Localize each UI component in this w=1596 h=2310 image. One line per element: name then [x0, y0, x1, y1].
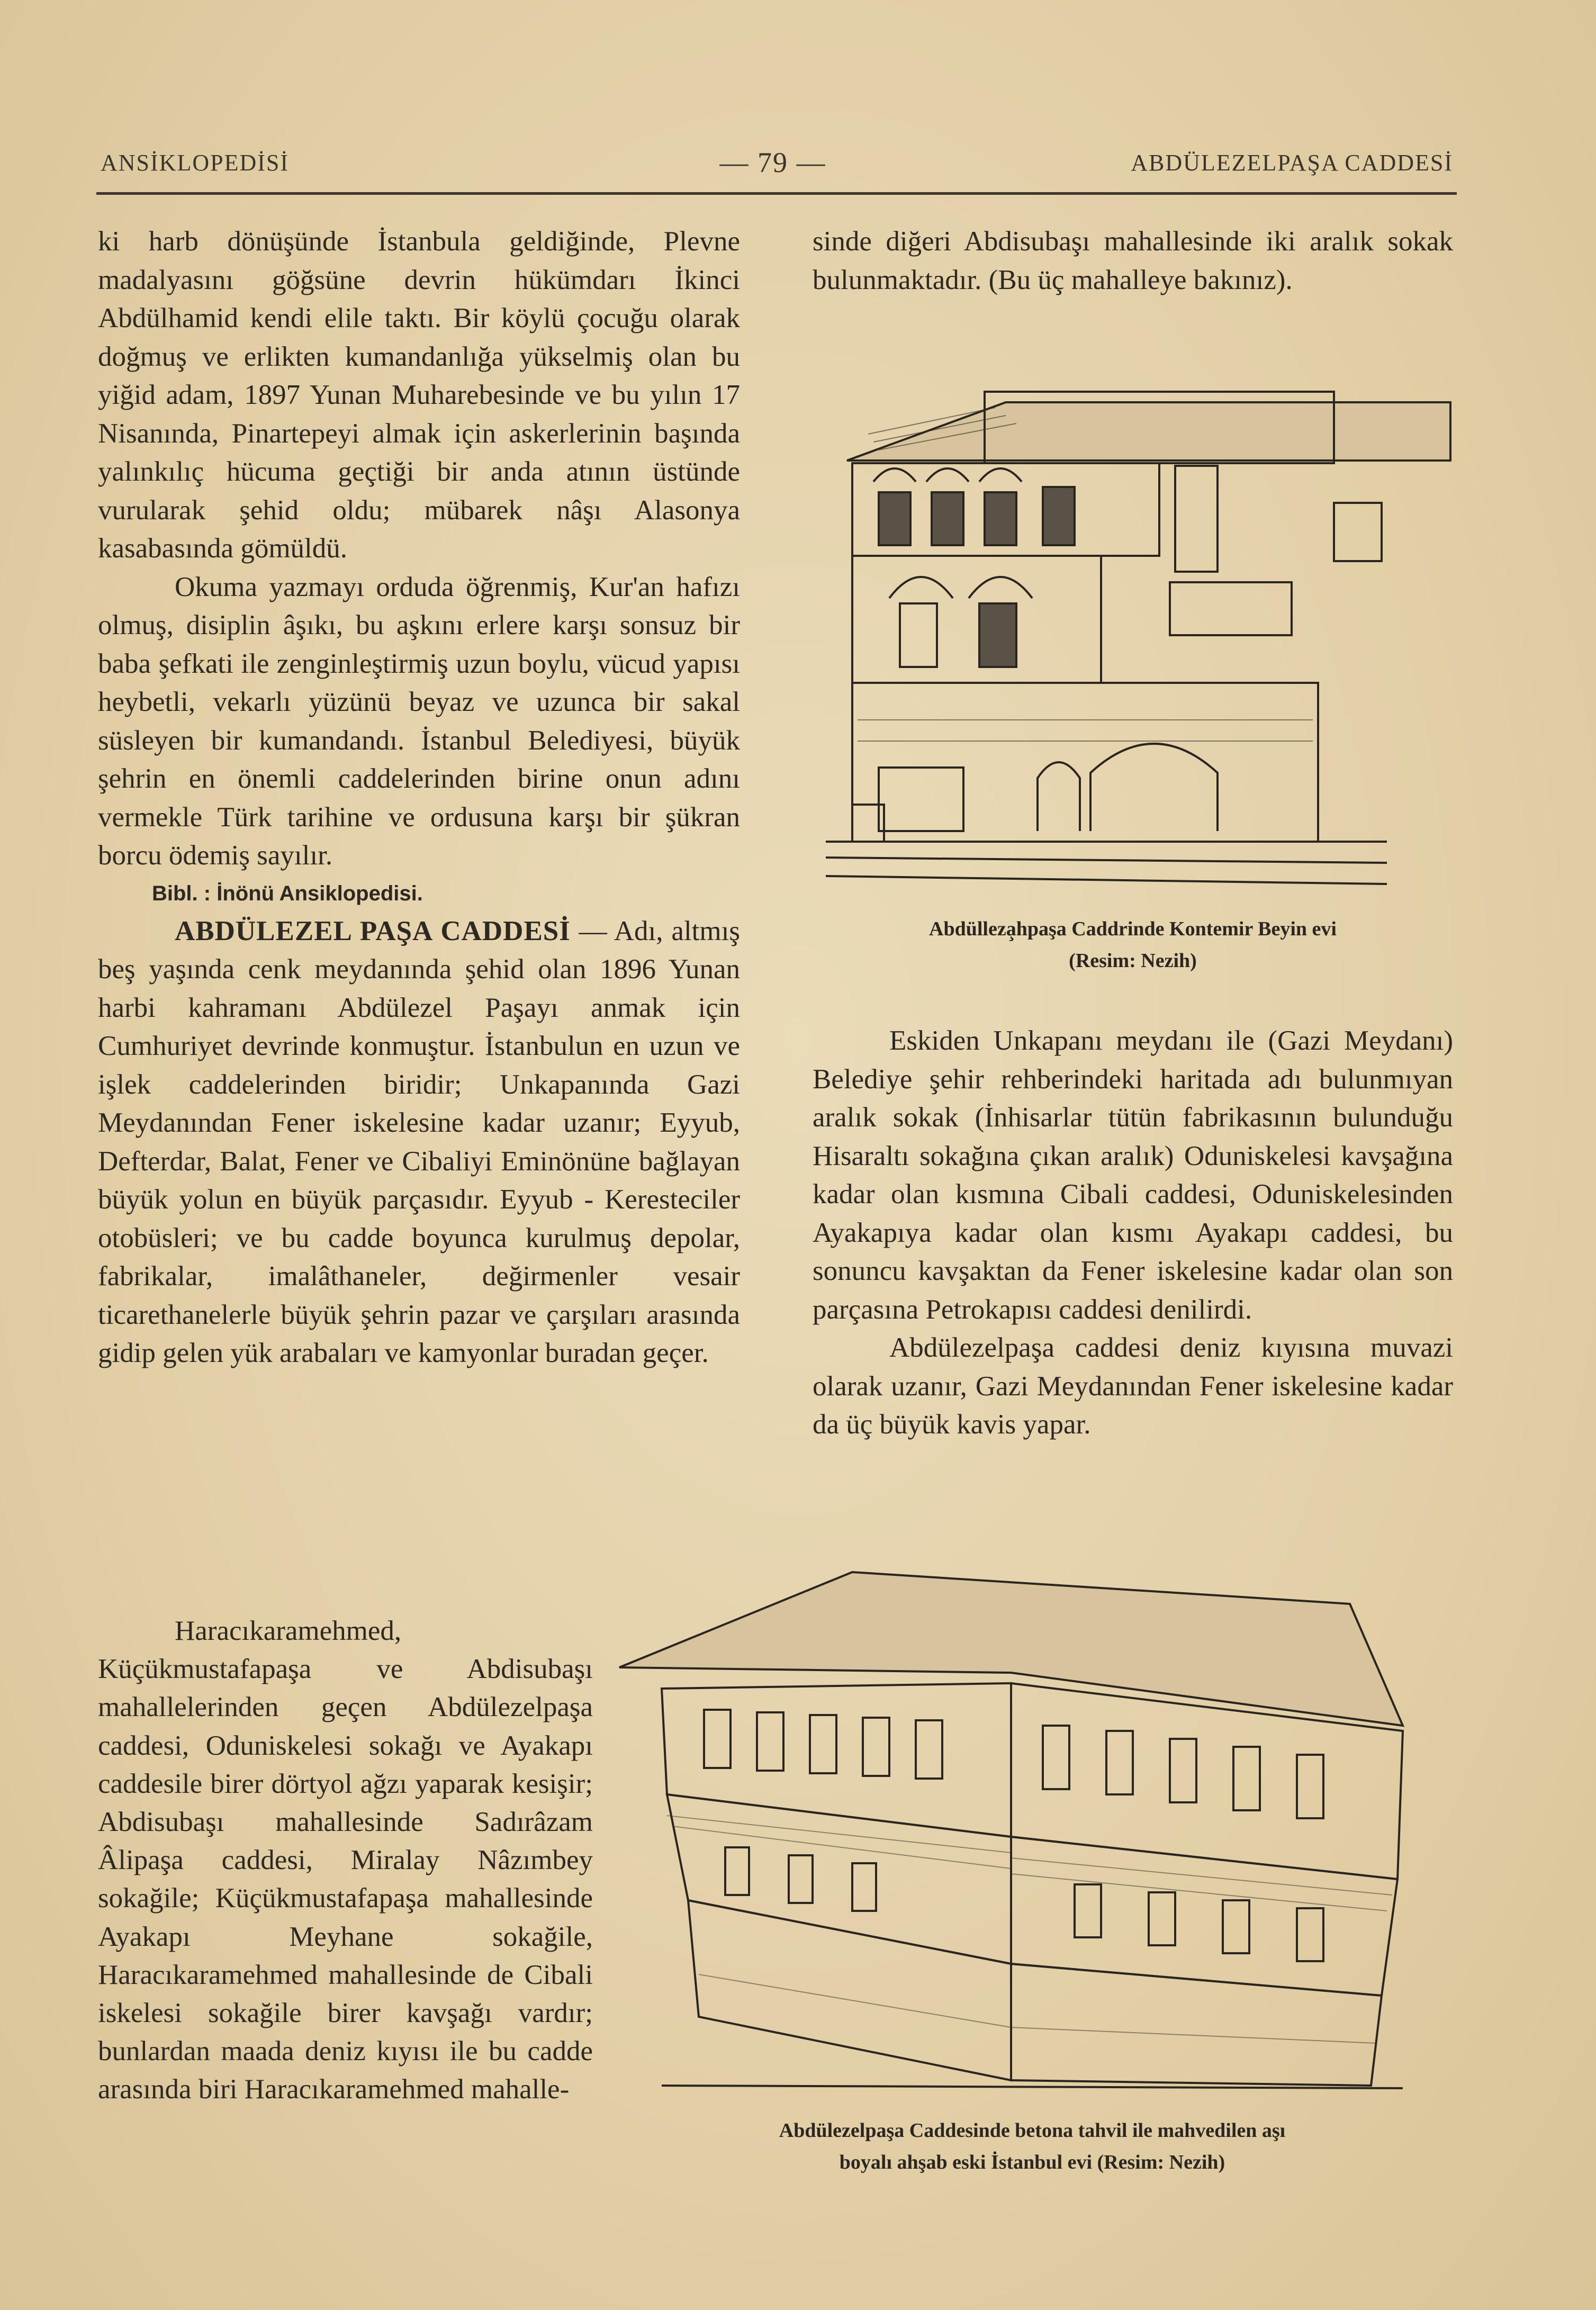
figure-caption-1: [813, 913, 1453, 977]
right-column-middle: [813, 1022, 1453, 1444]
paragraph-continuation: sinde diğeri Abdisubaşı mahallesinde iki aralık sokak bulunmaktadır. (Bu üç mahalleye bakınız).: [813, 226, 1453, 295]
running-head-right: ABDÜLEZELPAŞA CADDESİ: [1131, 150, 1453, 176]
paragraph-neighborhoods: Haracıkaramehmed, Küçükmustafapaşa ve Abdisubaşı mahallelerinden geçen Abdülezelpaşa caddesi, Oduniskelesi sokağı ve Ayakapı caddesile birer dörtyol ağzı yaparak kesişir; Abdisubaşı mahallesinde Sadırâzam Âlipaşa caddesi, Miralay Nâzımbey sokağile; Küçükmustafapaşa mahallesinde Ayakapı Meyhane sokağile, Haracıkaramehmed mahallesinde de Cibali iskelesi sokağile birer kavşağı vardır; bunlardan maada deniz kıyısı ile bu cadde arasında biri Haracıkaramehmed mahalle-: [98, 1616, 593, 2105]
bibliography: Bibl. : İnönü Ansiklopedisi.: [152, 881, 423, 905]
entry-text: — Adı, altmış beş yaşında cenk meydanında şehid olan 1896 Yunan harbi kahramanı Abdülezel Paşayı anmak için Cumhuriyet devrinde konmuştur. İstanbulun en uzun ve işlek caddelerinden biridir; Unkapanında Gazi Meydanından Fener iskelesine kadar uzanır; Eyyub, Defterdar, Balat, Fener ve Cibaliyi Eminönüne bağlayan büyük yolun en büyük parçasıdır. Eyyub - Keresteciler otobüsleri; ve bu cadde boyunca kurulmuş depolar, fabrikalar, imalâthaneler, değirmenler vesair ticarethanelerle büyük şehrin pazar ve çarşıları arasında gidip gelen yük arabaları ve kamyonlar buradan geçer.: [98, 915, 740, 1368]
figure-caption-2-line2: boyalı ahşab eski İstanbul evi (Resim: Nezih): [839, 2151, 1225, 2173]
paragraph-plevne: ki harb dönüşünde İstanbula geldiğinde, Plevne madalyasını göğsüne devrin hükümdarı İkinci Abdülhamid kendi elile taktı. Bir köylü çocuğu olarak doğmuş ve erlikten kumandanlığa yükselmiş olan bu yiğid adam, 1897 Yunan Muharebesinde ve bu yılın 17 Nisanında, Pinartepeyi almak için askerlerinin başında yalınkılıç hücuma geçtiği bir anda atının üstünde vurularak şehid oldu; mübarek nâşı Alasonya kasabasında gömüldü.: [98, 226, 740, 564]
figure-caption-1-line1: Abdülleza̧hpaşa Caddrinde Kontemir Beyin evi: [929, 918, 1337, 940]
paragraph-old-names: Eskiden Unkapanı meydanı ile (Gazi Meydanı) Belediye şehir rehberindeki haritada adı bulunmıyan aralık sokak (İnhisarlar tütün fabrikasının bulunduğu Hisaraltı sokağına çıkan aralık) Oduniskelesi kavşağına kadar olan kısmına Cibali caddesi, Oduniskelesinden Ayakapıya kadar olan kısmı Ayakapı caddesi, bu sonuncu kavşaktan da Fener iskelesine kadar olan son parçasına Petrokapısı caddesi denilirdi.: [813, 1025, 1453, 1325]
entry-paragraph: [98, 912, 740, 1373]
running-head-left: ANSİKLOPEDİSİ: [101, 150, 289, 176]
figure-caption-2: [614, 2115, 1450, 2178]
entry-title: ABDÜLEZEL PAŞA CADDESİ: [175, 915, 571, 946]
illustration-wooden-house: [609, 1551, 1456, 2112]
left-column-lower: [98, 1612, 593, 2109]
header-rule: [96, 192, 1457, 195]
right-column-top: [813, 222, 1453, 299]
figure-caption-1-line2: (Resim: Nezih): [1069, 950, 1197, 972]
figure-caption-2-line1: Abdülezelpaşa Caddesinde betona tahvil ile mahvedilen aşı: [779, 2119, 1286, 2142]
illustration-kontemir-house: [805, 355, 1458, 905]
left-column: [98, 222, 740, 1373]
paragraph-shoreline: Abdülezelpaşa caddesi deniz kıyısına muvazi olarak uzanır, Gazi Meydanından Fener iskelesine kadar da üç büyük kavis yapar.: [813, 1332, 1453, 1440]
page-number: — 79 —: [719, 147, 826, 178]
paragraph-commander: Okuma yazmayı orduda öğrenmiş, Kur'an hafızı olmuş, disiplin âşıkı, bu aşkını erlere karşı sonsuz bir baba şefkati ile zenginleştirmiş uzun boylu, vücud yapısı heybetli, vekarlı yüzünü beyaz ve uzunca bir sakal süsleyen bir kumandandı. İstanbul Belediyesi, büyük şehrin en önemli caddelerinden birine onun adını vermekle Türk tarihine ve ordusuna karşı bir şükran borcu ödemiş sayılır.: [98, 571, 740, 871]
